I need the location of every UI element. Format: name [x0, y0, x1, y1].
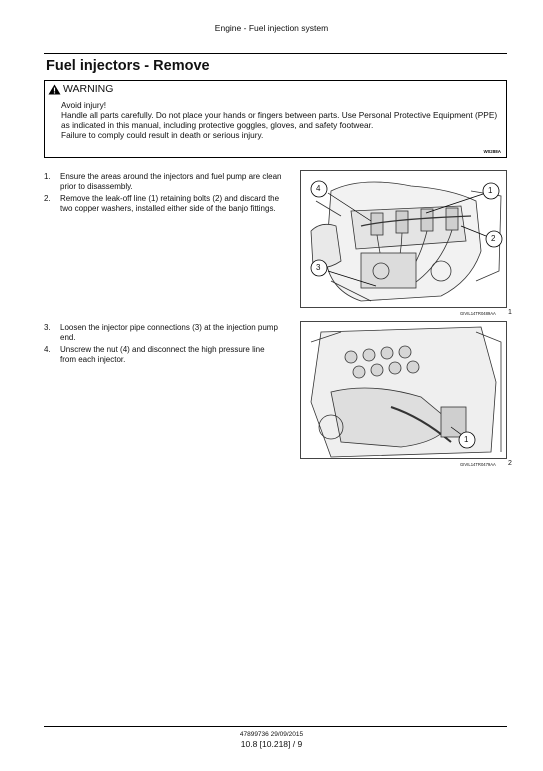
step-number: 4. [44, 345, 51, 355]
step-number: 1. [44, 172, 51, 181]
footer-doc-id: 47899736 29/09/2015 [239, 731, 304, 738]
step-text: Remove the leak-off line (1) retaining bolts (2) and discard the two copper washers, installed either side of the banjo fittings. [60, 194, 280, 213]
warning-label: WARNING [63, 83, 114, 95]
footer-page-number: 10.8 [10.218] / 9 [240, 739, 303, 749]
page-title: Fuel injectors - Remove [46, 58, 210, 74]
callout-4: 4 [316, 184, 321, 193]
footer-rule [44, 726, 507, 727]
step-item [44, 323, 282, 342]
callout-2: 2 [491, 234, 496, 243]
warning-line: Avoid injury! [61, 100, 107, 110]
warning-line: Handle all parts carefully. Do not place your hands or fingers between parts. Use Personal Protective Equipment (PPE) as indicated in this manual, including protective goggles, gloves, and safety footwear. [61, 110, 498, 130]
warning-line: Failure to comply could result in death or serious injury. [61, 130, 264, 140]
figure-2-code: GIVIL14TR0479AA [460, 462, 496, 467]
figure-1-code: GIVIL14TR0489AA [460, 311, 496, 316]
title-rule [44, 53, 507, 54]
figure-2-image [300, 321, 507, 459]
step-text: Loosen the injector pipe connections (3) at the injection pump end. [60, 323, 278, 342]
warning-body [61, 100, 501, 140]
warning-header [48, 83, 113, 95]
step-number: 2. [44, 194, 51, 204]
figure-2-number: 2 [508, 460, 512, 467]
figure-1-image [300, 170, 507, 308]
step-number: 3. [44, 323, 51, 332]
steps-list-1 [44, 172, 282, 216]
step-item [44, 172, 282, 191]
callout-3: 3 [316, 263, 321, 272]
steps-list-2 [44, 323, 282, 367]
step-text: Unscrew the nut (4) and disconnect the high pressure line from each injector. [60, 345, 265, 364]
step-text: Ensure the areas around the injectors and fuel pump are clean prior to disassembly. [60, 172, 282, 191]
callout-1: 1 [464, 435, 469, 444]
warning-code: W0288A [483, 149, 501, 154]
step-item [44, 345, 282, 364]
figure-1-number: 1 [508, 309, 512, 316]
running-header: Engine - Fuel injection system [214, 23, 329, 33]
warning-box [44, 80, 507, 158]
warning-triangle-icon [48, 84, 61, 95]
engine-injectors-drawing [301, 171, 507, 308]
step-item [44, 194, 282, 213]
injector-line-drawing [301, 322, 507, 459]
callout-1: 1 [488, 186, 493, 195]
